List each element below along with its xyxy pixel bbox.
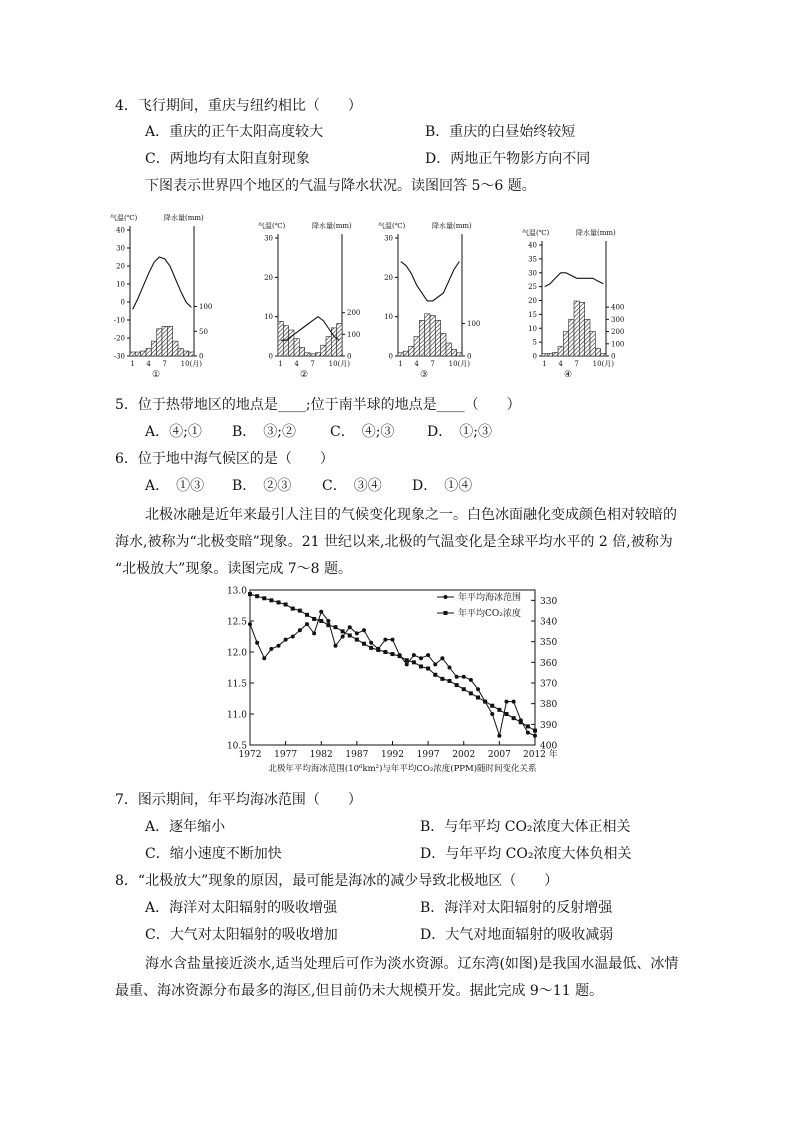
precip-bar xyxy=(590,332,595,356)
co2-point xyxy=(298,609,302,613)
sea-ice-point xyxy=(505,700,509,704)
chart-number-label: ② xyxy=(299,370,309,380)
question-4-stem: 4．飞行期间，重庆与纽约相比（ ） xyxy=(115,98,362,114)
precip-bar xyxy=(146,349,151,356)
temp-tick-label: 30 xyxy=(384,234,393,243)
precip-bar xyxy=(189,352,194,356)
x-tick-label: 1997 xyxy=(416,750,440,760)
co2-point xyxy=(433,673,437,677)
legend-co2-label: 年平均CO₂浓度 xyxy=(458,609,521,619)
co2-point xyxy=(319,619,323,623)
x-tick-label: 2012 年 xyxy=(523,750,558,760)
x-tick-label: 2002 xyxy=(452,750,476,760)
question-5-stem: 5．位于热带地区的地点是____;位于南半球的地点是____（ ） xyxy=(115,397,521,413)
precip-tick-label: 300 xyxy=(611,315,625,324)
legend-ice-label: 年平均海冰范围 xyxy=(458,593,522,603)
question-6-stem: 6．位于地中海气候区的是（ ） xyxy=(115,451,334,467)
temp-tick-label: 20 xyxy=(528,297,537,305)
left-tick-label: 11.0 xyxy=(226,710,247,721)
temp-tick-label: 20 xyxy=(116,262,125,271)
q8-option-c[interactable]: C．大气对太阳辐射的吸收增加 xyxy=(145,927,338,943)
temp-tick-label: -20 xyxy=(113,334,125,343)
q5-option-a[interactable]: A．④;① xyxy=(145,424,202,440)
precip-bar xyxy=(441,333,446,356)
intro-9-11-line-1: 海水含盐量接近淡水,适当处理后可作为淡水资源。辽东湾(如图)是我国水温最低、冰情 xyxy=(145,956,679,972)
q4-option-c[interactable]: C．两地均有太阳直射现象 xyxy=(145,151,310,167)
temp-tick-label: 20 xyxy=(264,273,273,282)
co2-point xyxy=(533,729,537,733)
co2-point xyxy=(455,683,459,687)
sea-ice-point xyxy=(462,675,466,679)
temp-tick-label: 0 xyxy=(268,352,273,361)
left-tick-label: 13.0 xyxy=(226,586,247,597)
x-tick-label: 1987 xyxy=(345,750,369,760)
precip-bar xyxy=(579,302,584,356)
precip-bar xyxy=(414,337,419,356)
right-tick-label: 370 xyxy=(540,679,558,690)
q4-option-a[interactable]: A．重庆的正午太阳高度较大 xyxy=(145,124,324,140)
co2-point xyxy=(440,677,444,681)
co2-point xyxy=(419,664,423,668)
precip-bar xyxy=(157,329,162,356)
sea-ice-point xyxy=(284,638,288,642)
chart-number-label: ④ xyxy=(563,370,573,380)
sea-ice-point xyxy=(469,678,473,682)
right-tick-label: 330 xyxy=(540,596,558,607)
precip-tick-label: 100 xyxy=(611,340,625,349)
month-label: 10(月) xyxy=(180,360,203,368)
month-label: 7 xyxy=(310,360,315,368)
sea-ice-point xyxy=(312,631,316,635)
sea-ice-point xyxy=(412,653,416,657)
sea-ice-line xyxy=(250,612,535,736)
left-tick-label: 12.5 xyxy=(226,617,247,628)
sea-ice-point xyxy=(334,644,338,648)
sea-ice-point xyxy=(419,656,423,660)
month-label: 10(月) xyxy=(328,360,351,368)
temp-tick-label: -10 xyxy=(113,316,125,325)
q4-option-d[interactable]: D．两地正午物影方向不同 xyxy=(425,151,591,167)
co2-point xyxy=(405,658,409,662)
temp-tick-label: 35 xyxy=(528,255,537,264)
sea-ice-point xyxy=(383,638,387,642)
q5-option-b[interactable]: B． ③;② xyxy=(232,424,297,440)
temp-axis-title: 气温(℃) xyxy=(110,214,138,222)
month-label: 1 xyxy=(542,360,547,368)
sea-ice-point xyxy=(262,656,266,660)
q7-option-d[interactable]: D．与年平均 CO₂浓度大体负相关 xyxy=(420,846,632,862)
sea-ice-point xyxy=(305,622,309,626)
precip-tick-label: 200 xyxy=(347,309,361,318)
precip-tick-label: 400 xyxy=(611,303,625,312)
temperature-line xyxy=(133,257,192,309)
co2-point xyxy=(512,716,516,720)
chart-number-label: ① xyxy=(151,370,161,380)
co2-point xyxy=(519,720,523,724)
precip-bar xyxy=(331,328,336,356)
precip-bar xyxy=(558,346,563,356)
precip-bar xyxy=(283,326,288,356)
co2-point xyxy=(426,667,430,671)
temp-tick-label: 5 xyxy=(532,338,537,347)
month-label: 7 xyxy=(162,360,167,368)
precip-bar xyxy=(183,351,188,356)
co2-point xyxy=(369,646,373,650)
precip-bar xyxy=(574,301,579,356)
precip-bar xyxy=(151,341,156,356)
intro-5-6: 下图表示世界四个地区的气温与降水状况。读图回答 5～6 题。 xyxy=(145,178,536,194)
month-label: 7 xyxy=(430,360,435,368)
sea-ice-point xyxy=(319,610,323,614)
sea-ice-point xyxy=(291,635,295,639)
temp-tick-label: 30 xyxy=(264,234,273,243)
sea-ice-point xyxy=(526,731,530,735)
precip-bar xyxy=(162,326,167,356)
sea-ice-co2-chart xyxy=(222,585,577,783)
temp-tick-label: -30 xyxy=(113,352,125,361)
sea-ice-point xyxy=(277,644,281,648)
temp-tick-label: 0 xyxy=(532,352,537,361)
sea-ice-point xyxy=(405,662,409,666)
q6-option-b[interactable]: B． ②③ xyxy=(232,478,292,494)
right-tick-label: 390 xyxy=(540,720,558,731)
left-tick-label: 10.5 xyxy=(226,741,247,752)
month-label: 7 xyxy=(574,360,579,368)
precip-bar xyxy=(315,353,320,356)
temperature-line xyxy=(401,262,460,301)
q4-option-b[interactable]: B．重庆的白昼始终较短 xyxy=(425,124,576,140)
precip-bar xyxy=(569,319,574,356)
co2-point xyxy=(262,596,266,600)
precip-bar xyxy=(294,339,299,356)
temp-tick-label: 25 xyxy=(528,283,537,292)
sea-ice-point xyxy=(269,647,273,651)
precip-tick-label: 0 xyxy=(347,352,352,361)
co2-point xyxy=(248,592,252,596)
temp-tick-label: 40 xyxy=(116,226,125,235)
month-label: 1 xyxy=(130,360,135,368)
precip-bar xyxy=(326,337,331,356)
right-tick-label: 380 xyxy=(540,700,558,711)
sea-ice-point xyxy=(369,641,373,645)
intro-7-8-line-3: “北极放大”现象。读图完成 7～8 题。 xyxy=(115,561,353,577)
sea-ice-point xyxy=(455,675,459,679)
sea-ice-point xyxy=(533,734,537,738)
co2-point xyxy=(526,724,530,728)
climate-chart-1 xyxy=(110,213,212,380)
x-axis-caption: 北极年平均海冰范围(10⁶km²)与年平均CO₂浓度(PPM)随时间变化关系 xyxy=(268,764,537,774)
q8-option-b[interactable]: B．海洋对太阳辐射的反射增强 xyxy=(420,900,613,916)
co2-point xyxy=(376,648,380,652)
precip-bar xyxy=(435,320,440,356)
month-label: 4 xyxy=(146,360,151,368)
precip-tick-label: 50 xyxy=(199,327,208,336)
precip-bar xyxy=(141,351,146,356)
precip-bar xyxy=(173,341,178,356)
temp-axis-title: 气温(℃) xyxy=(378,222,406,230)
precip-bar xyxy=(563,332,568,356)
q6-option-d[interactable]: D． ①④ xyxy=(412,478,473,494)
legend-ice-marker xyxy=(444,595,448,599)
x-tick-label: 1977 xyxy=(274,750,298,760)
precip-tick-label: 0 xyxy=(611,352,616,361)
right-tick-label: 400 xyxy=(540,741,558,752)
sea-ice-point xyxy=(476,687,480,691)
precip-bar xyxy=(425,314,430,356)
x-tick-label: 2007 xyxy=(487,750,511,760)
temp-tick-label: 10 xyxy=(384,313,393,322)
q8-option-a[interactable]: A．海洋对太阳辐射的吸收增强 xyxy=(145,900,338,916)
right-tick-label: 340 xyxy=(540,617,558,628)
sea-ice-point xyxy=(248,622,252,626)
temp-tick-label: 15 xyxy=(528,310,537,319)
precip-bar xyxy=(178,349,183,356)
q5-option-d[interactable]: D． ①;③ xyxy=(427,424,492,440)
co2-point xyxy=(462,687,466,691)
question-7-stem: 7．图示期间，年平均海冰范围（ ） xyxy=(115,792,362,808)
temp-tick-label: 30 xyxy=(528,269,537,278)
precip-bar xyxy=(595,349,600,356)
sea-ice-point xyxy=(348,625,352,629)
precip-bar xyxy=(553,352,558,356)
co2-point xyxy=(284,602,288,606)
right-tick-label: 350 xyxy=(540,638,558,649)
co2-point xyxy=(469,691,473,695)
temp-tick-label: 10 xyxy=(116,280,125,289)
precip-bar xyxy=(135,352,140,356)
sea-ice-point xyxy=(426,653,430,657)
precip-bar xyxy=(446,343,451,356)
x-tick-label: 1972 xyxy=(238,750,262,760)
climate-chart-3 xyxy=(378,221,480,380)
precip-axis-title: 降水量(mm) xyxy=(312,222,352,230)
co2-point xyxy=(362,642,366,646)
temp-tick-label: 30 xyxy=(116,244,125,253)
sea-ice-point xyxy=(440,656,444,660)
co2-point xyxy=(448,679,452,683)
precip-tick-label: 100 xyxy=(467,320,481,329)
sea-ice-point xyxy=(391,638,395,642)
q5-option-c[interactable]: C． ④;③ xyxy=(330,424,395,440)
climate-charts-figure xyxy=(110,208,650,380)
co2-point xyxy=(412,660,416,664)
precip-bar xyxy=(305,353,310,356)
co2-point xyxy=(255,594,259,598)
precip-bar xyxy=(299,347,304,356)
temp-axis-title: 气温(℃) xyxy=(258,222,286,230)
sea-ice-point xyxy=(448,666,452,670)
co2-point xyxy=(277,600,281,604)
precip-bar xyxy=(409,346,414,356)
right-tick-label: 360 xyxy=(540,658,558,669)
x-tick-label: 1982 xyxy=(309,750,333,760)
q6-option-a[interactable]: A． ①③ xyxy=(145,478,205,494)
precip-bar xyxy=(419,320,424,356)
precip-tick-label: 0 xyxy=(199,352,204,361)
chart-number-label: ③ xyxy=(419,370,429,380)
precip-tick-label: 100 xyxy=(199,303,213,311)
co2-point xyxy=(291,607,295,611)
co2-point xyxy=(312,617,316,621)
precip-tick-label: 0 xyxy=(467,352,472,361)
intro-9-11-line-2: 最重、海冰资源分布最多的海区,但目前仍未大规模开发。据此完成 9～11 题。 xyxy=(115,983,604,999)
precip-bar xyxy=(278,321,283,356)
precip-tick-label: 200 xyxy=(611,328,625,337)
co2-point xyxy=(305,613,309,617)
q7-option-b[interactable]: B．与年平均 CO₂浓度大体正相关 xyxy=(420,819,631,835)
month-label: 1 xyxy=(398,360,403,368)
co2-point xyxy=(391,652,395,656)
precip-bar xyxy=(585,319,590,356)
sea-ice-point xyxy=(512,700,516,704)
precip-bar xyxy=(547,354,552,356)
sea-ice-point xyxy=(326,619,330,623)
precip-bar xyxy=(403,351,408,356)
precip-bar xyxy=(451,350,456,356)
co2-point xyxy=(505,712,509,716)
precip-bar xyxy=(542,354,547,356)
sea-ice-point xyxy=(355,631,359,635)
month-label: 10(月) xyxy=(592,360,615,368)
temp-tick-label: 10 xyxy=(528,324,537,333)
co2-point xyxy=(326,623,330,627)
sea-ice-point xyxy=(433,662,437,666)
precip-bar xyxy=(430,315,435,356)
precip-bar xyxy=(310,354,315,356)
temp-tick-label: 20 xyxy=(384,273,393,282)
temp-tick-label: 0 xyxy=(120,298,125,307)
q7-option-a[interactable]: A．逐年缩小 xyxy=(145,819,226,835)
temp-tick-label: 0 xyxy=(388,352,393,361)
temp-tick-label: 10 xyxy=(264,313,273,322)
left-tick-label: 12.0 xyxy=(226,648,247,659)
month-label: 4 xyxy=(414,360,419,368)
co2-point xyxy=(355,638,359,642)
climate-chart-4 xyxy=(522,228,624,380)
co2-point xyxy=(334,625,338,629)
temp-tick-label: 40 xyxy=(528,241,537,250)
intro-7-8-line-1: 北极冰融是近年来最引人注目的气候变化现象之一。白色冰面融化变成颜色相对较暗的 xyxy=(145,507,677,523)
intro-7-8-line-2: 海水,被称为“北极变暗”现象。21 世纪以来,北极的气温变化是全球平均水平的 2 倍,被称为 xyxy=(115,534,673,550)
co2-point xyxy=(398,654,402,658)
q8-option-d[interactable]: D．大气对地面辐射的吸收减弱 xyxy=(420,927,614,943)
x-tick-label: 1992 xyxy=(381,750,404,760)
legend-co2-marker xyxy=(444,611,448,615)
precip-bar xyxy=(457,353,462,356)
sea-ice-point xyxy=(341,635,345,639)
question-8-stem: 8．“北极放大”现象的原因，最可能是海冰的减少导致北极地区（ ） xyxy=(115,873,559,889)
q7-option-c[interactable]: C．缩小速度不断加快 xyxy=(145,846,282,862)
precip-axis-title: 降水量(mm) xyxy=(164,214,204,222)
sea-ice-point xyxy=(490,712,494,716)
precip-bar xyxy=(130,352,135,356)
co2-point xyxy=(348,633,352,637)
climate-chart-2 xyxy=(258,221,360,380)
precip-tick-label: 100 xyxy=(347,330,361,339)
co2-point xyxy=(269,598,273,602)
sea-ice-point xyxy=(298,628,302,632)
sea-ice-point xyxy=(362,628,366,632)
month-label: 4 xyxy=(558,360,563,368)
temperature-line xyxy=(545,273,604,287)
co2-point xyxy=(483,700,487,704)
temp-axis-title: 气温(℃) xyxy=(522,229,550,237)
co2-point xyxy=(383,650,387,654)
precip-bar xyxy=(167,326,172,356)
precip-bar xyxy=(398,353,403,356)
co2-point xyxy=(490,704,494,708)
co2-point xyxy=(476,695,480,699)
co2-point xyxy=(497,708,501,712)
precip-bar xyxy=(601,354,606,356)
month-label: 1 xyxy=(278,360,283,368)
precip-axis-title: 降水量(mm) xyxy=(432,222,472,230)
month-label: 4 xyxy=(294,360,299,368)
month-label: 10(月) xyxy=(448,360,471,368)
co2-point xyxy=(341,629,345,633)
precip-bar xyxy=(321,345,326,356)
left-tick-label: 11.5 xyxy=(226,679,247,690)
precip-bar xyxy=(289,330,294,356)
sea-ice-point xyxy=(255,641,259,645)
sea-ice-point xyxy=(497,734,501,738)
precip-axis-title: 降水量(mm) xyxy=(576,229,616,237)
q6-option-c[interactable]: C． ③④ xyxy=(322,478,382,494)
